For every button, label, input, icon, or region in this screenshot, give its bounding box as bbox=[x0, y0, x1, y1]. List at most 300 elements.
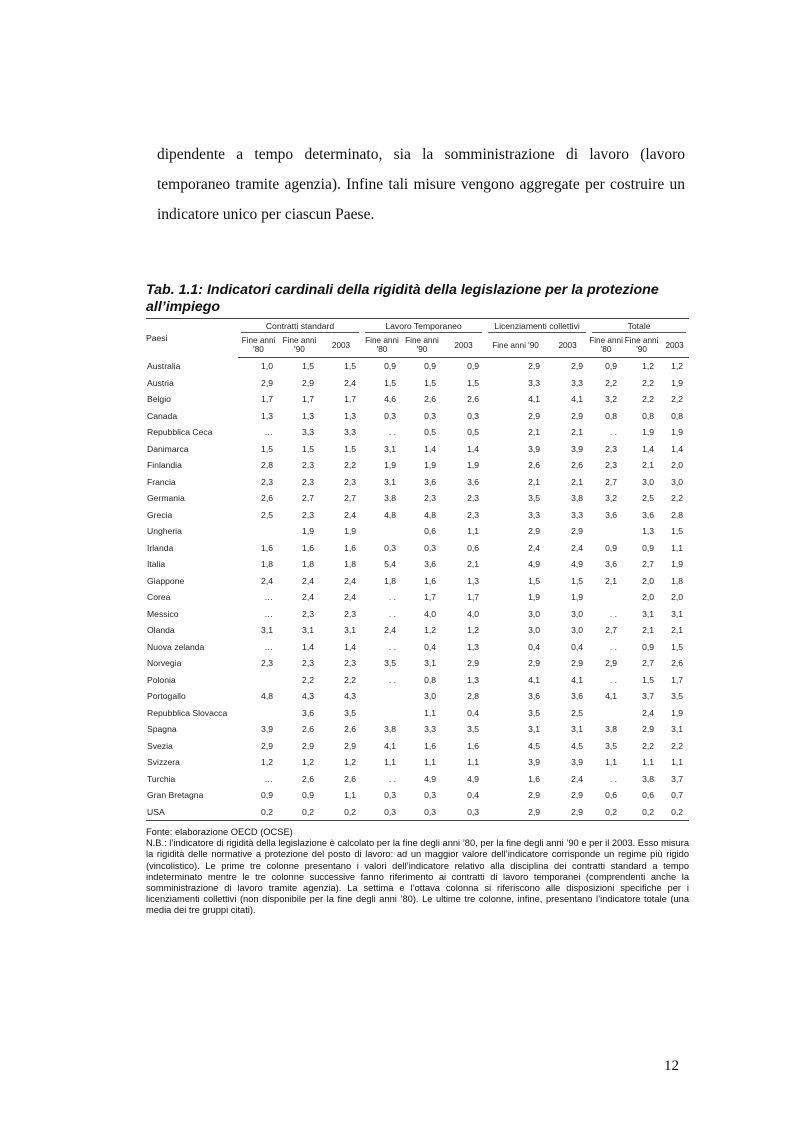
value-cell: 1,4 bbox=[671, 443, 684, 454]
value-cell: 0,8 bbox=[424, 674, 437, 685]
value-cell: 4,9 bbox=[528, 559, 541, 570]
value-cell: 4,8 bbox=[384, 509, 397, 520]
value-cell: 4,6 bbox=[384, 394, 397, 405]
table-body bbox=[146, 358, 689, 821]
value-cell: 1,6 bbox=[467, 740, 480, 751]
value-cell: 2,3 bbox=[302, 608, 314, 619]
table-row bbox=[146, 391, 689, 408]
value-cell: . . bbox=[388, 608, 397, 619]
table-row bbox=[146, 573, 689, 590]
value-cell: 3,5 bbox=[528, 493, 541, 504]
value-cell: 1,3 bbox=[467, 641, 480, 652]
value-cell: 1,7 bbox=[424, 592, 437, 603]
value-cell: 3,1 bbox=[424, 658, 437, 669]
value-cell: 2,6 bbox=[528, 460, 541, 471]
value-cell: 1,4 bbox=[344, 641, 357, 652]
value-cell: 1,9 bbox=[424, 460, 437, 471]
country-cell: Svezia bbox=[147, 740, 173, 751]
value-cell: 1,4 bbox=[424, 443, 437, 454]
table-row bbox=[146, 754, 689, 771]
column-subheader: Fine anni '90 bbox=[485, 333, 546, 358]
value-cell: 1,6 bbox=[424, 740, 437, 751]
value-cell: 3,3 bbox=[528, 509, 541, 520]
value-cell: 3,6 bbox=[528, 691, 541, 702]
value-cell: 2,0 bbox=[642, 575, 655, 586]
value-cell: 0,9 bbox=[642, 542, 655, 553]
country-cell: Portogallo bbox=[147, 691, 186, 702]
value-cell: 1,5 bbox=[467, 377, 480, 388]
value-cell: 1,5 bbox=[671, 526, 684, 537]
table-row bbox=[146, 771, 689, 788]
value-cell: 1,1 bbox=[605, 757, 618, 768]
value-cell: 3,5 bbox=[528, 707, 541, 718]
table-row bbox=[146, 540, 689, 557]
value-cell: 2,4 bbox=[261, 575, 273, 586]
country-cell: Corea bbox=[147, 592, 171, 603]
value-cell: 2,2 bbox=[671, 493, 684, 504]
value-cell: 4,1 bbox=[528, 394, 541, 405]
value-cell: 2,9 bbox=[485, 804, 546, 821]
value-cell: 3,5 bbox=[671, 691, 684, 702]
value-cell: 2,9 bbox=[571, 790, 584, 801]
column-subheader: 2003 bbox=[442, 333, 485, 358]
country-cell: Belgio bbox=[147, 394, 171, 405]
country-cell: Turchia bbox=[147, 773, 176, 784]
country-cell: Grecia bbox=[147, 509, 173, 520]
value-cell: 2,9 bbox=[571, 526, 584, 537]
value-cell: 2,1 bbox=[571, 427, 584, 438]
value-cell: 2,7 bbox=[605, 476, 618, 487]
table-caption: Tab. 1.1: Indicatori cardinali della rigidità della legislazione per la protezione all’impiego bbox=[146, 282, 659, 315]
value-cell: 2,7 bbox=[642, 559, 655, 570]
value-cell: … bbox=[264, 641, 273, 652]
table-row bbox=[146, 705, 689, 722]
value-cell: 4,0 bbox=[424, 608, 437, 619]
value-cell: 2,6 bbox=[424, 394, 437, 405]
value-cell: 2,2 bbox=[671, 740, 684, 751]
epl-indicators-table bbox=[146, 318, 689, 821]
table-row bbox=[146, 490, 689, 507]
value-cell: 0,9 bbox=[424, 361, 437, 372]
value-cell: 1,5 bbox=[642, 674, 655, 685]
table-row bbox=[146, 556, 689, 573]
value-cell: 1,2 bbox=[467, 625, 480, 636]
value-cell: 0,4 bbox=[467, 790, 480, 801]
column-subheader: 2003 bbox=[660, 333, 689, 358]
value-cell: 2,1 bbox=[467, 559, 480, 570]
value-cell bbox=[238, 523, 279, 540]
value-cell: 0,3 bbox=[442, 804, 485, 821]
value-cell: 0,9 bbox=[384, 361, 397, 372]
value-cell: 3,6 bbox=[571, 691, 584, 702]
table-notes bbox=[146, 827, 689, 917]
table-row bbox=[146, 507, 689, 524]
value-cell: 2,4 bbox=[344, 377, 357, 388]
value-cell bbox=[362, 523, 402, 540]
value-cell: 2,3 bbox=[605, 460, 618, 471]
value-cell: 3,8 bbox=[571, 493, 584, 504]
group-header-lavoro-temporaneo: Lavoro Temporaneo bbox=[362, 319, 485, 334]
table-row bbox=[146, 589, 689, 606]
value-cell: 2,3 bbox=[302, 476, 314, 487]
value-cell: 3,1 bbox=[261, 625, 273, 636]
value-cell: 3,6 bbox=[605, 559, 618, 570]
value-cell: 0,9 bbox=[605, 361, 618, 372]
value-cell: 0,6 bbox=[424, 526, 437, 537]
value-cell: 1,6 bbox=[344, 542, 357, 553]
country-cell: Irlanda bbox=[147, 542, 174, 553]
value-cell: 2,4 bbox=[528, 542, 541, 553]
value-cell: 0,2 bbox=[320, 804, 362, 821]
value-cell: 4,0 bbox=[467, 608, 480, 619]
page-number: 12 bbox=[664, 1058, 679, 1074]
value-cell: 2,9 bbox=[546, 804, 589, 821]
value-cell: 1,3 bbox=[261, 410, 273, 421]
column-subheader: Fine anni '90 bbox=[279, 333, 320, 358]
value-cell: 2,7 bbox=[344, 493, 357, 504]
value-cell: 1,1 bbox=[344, 790, 357, 801]
value-cell: 1,3 bbox=[344, 410, 357, 421]
country-cell: Finlandia bbox=[147, 460, 182, 471]
value-cell: 4,8 bbox=[424, 509, 437, 520]
value-cell: … bbox=[264, 773, 273, 784]
value-cell: 2,9 bbox=[571, 410, 584, 421]
body-paragraph: dipendente a tempo determinato, sia la somministrazione di lavoro (lavoro temporaneo tramite agenzia). Infine tali misure vengono aggregate per costruire un indicatore unico per ciascun Paese. bbox=[157, 146, 685, 223]
value-cell: 3,3 bbox=[344, 427, 357, 438]
table-row bbox=[146, 622, 689, 639]
value-cell: . . bbox=[388, 674, 397, 685]
value-cell: 0,2 bbox=[623, 804, 660, 821]
value-cell: 0,9 bbox=[467, 361, 480, 372]
value-cell: 2,4 bbox=[571, 773, 584, 784]
value-cell: 0,7 bbox=[671, 790, 684, 801]
value-cell: 2,2 bbox=[605, 377, 618, 388]
value-cell: 2,6 bbox=[302, 724, 314, 735]
value-cell: 1,7 bbox=[344, 394, 357, 405]
value-cell: 4,5 bbox=[571, 740, 584, 751]
value-cell: 0,3 bbox=[384, 790, 397, 801]
value-cell: 4,5 bbox=[528, 740, 541, 751]
value-cell: 1,7 bbox=[302, 394, 314, 405]
value-cell: 1,6 bbox=[528, 773, 541, 784]
value-cell: 0,3 bbox=[362, 804, 402, 821]
value-cell: 2,1 bbox=[528, 476, 541, 487]
value-cell: 2,9 bbox=[528, 790, 541, 801]
value-cell: 1,5 bbox=[528, 575, 541, 586]
value-cell: 3,8 bbox=[605, 724, 618, 735]
value-cell: 4,3 bbox=[344, 691, 357, 702]
value-cell: 0,4 bbox=[424, 641, 437, 652]
table-row bbox=[146, 441, 689, 458]
value-cell: 2,6 bbox=[671, 658, 684, 669]
value-cell: 2,1 bbox=[528, 427, 541, 438]
value-cell: 1,3 bbox=[642, 526, 655, 537]
value-cell: 4,1 bbox=[571, 674, 584, 685]
value-cell: 3,6 bbox=[424, 559, 437, 570]
value-cell: 1,9 bbox=[642, 427, 655, 438]
value-cell: 2,2 bbox=[344, 674, 357, 685]
value-cell: 3,0 bbox=[571, 625, 584, 636]
country-cell: Giappone bbox=[147, 575, 185, 586]
table-row bbox=[146, 523, 689, 540]
value-cell: 2,9 bbox=[528, 526, 541, 537]
value-cell: … bbox=[264, 592, 273, 603]
value-cell: 2,4 bbox=[344, 592, 357, 603]
value-cell: 2,7 bbox=[605, 625, 618, 636]
value-cell: 0,9 bbox=[605, 542, 618, 553]
country-cell: Repubblica Slovacca bbox=[147, 707, 228, 718]
value-cell: 2,6 bbox=[302, 773, 314, 784]
value-cell: 2,3 bbox=[344, 608, 357, 619]
value-cell: 3,3 bbox=[302, 427, 314, 438]
group-header-licenziamenti-collettivi: Licenziamenti collettivi bbox=[485, 319, 589, 334]
country-cell: Norvegia bbox=[147, 658, 182, 669]
column-subheader: Fine anni '80 bbox=[238, 333, 279, 358]
group-header-totale: Totale bbox=[589, 319, 689, 334]
value-cell: 3,0 bbox=[642, 476, 655, 487]
value-cell: 1,1 bbox=[424, 757, 437, 768]
value-cell: 3,8 bbox=[384, 724, 397, 735]
value-cell: 1,7 bbox=[467, 592, 480, 603]
value-cell: 1,2 bbox=[642, 361, 655, 372]
value-cell bbox=[238, 672, 279, 689]
value-cell: 0,9 bbox=[261, 790, 273, 801]
value-cell: 1,2 bbox=[344, 757, 357, 768]
column-subheader: Fine anni '90 bbox=[402, 333, 442, 358]
table-row bbox=[146, 655, 689, 672]
table-row bbox=[146, 408, 689, 425]
value-cell: 1,2 bbox=[424, 625, 437, 636]
value-cell: 2,3 bbox=[261, 658, 273, 669]
value-cell: 2,4 bbox=[302, 575, 314, 586]
value-cell: 2,3 bbox=[302, 658, 314, 669]
value-cell: 3,6 bbox=[302, 707, 314, 718]
table-row bbox=[146, 358, 689, 375]
value-cell: 1,5 bbox=[671, 641, 684, 652]
value-cell: 0,2 bbox=[660, 804, 689, 821]
country-cell: Canada bbox=[147, 410, 178, 421]
value-cell: 2,1 bbox=[571, 476, 584, 487]
value-cell: 4,9 bbox=[467, 773, 480, 784]
country-cell: USA bbox=[146, 804, 238, 821]
value-cell: 3,1 bbox=[384, 443, 397, 454]
value-cell bbox=[238, 705, 279, 722]
value-cell: 0,3 bbox=[384, 410, 397, 421]
value-cell: 1,8 bbox=[384, 575, 397, 586]
value-cell: 0,3 bbox=[384, 542, 397, 553]
value-cell: 1,7 bbox=[261, 394, 273, 405]
value-cell: 1,6 bbox=[424, 575, 437, 586]
value-cell: 3,2 bbox=[605, 493, 618, 504]
country-cell: Ungheria bbox=[147, 526, 182, 537]
value-cell: 3,1 bbox=[344, 625, 357, 636]
country-cell: Australia bbox=[147, 361, 181, 371]
value-cell: … bbox=[264, 608, 273, 619]
value-cell: 1,5 bbox=[344, 361, 357, 372]
value-cell: 2,6 bbox=[344, 724, 357, 735]
value-cell: 3,1 bbox=[671, 608, 684, 619]
value-cell: 3,5 bbox=[605, 740, 618, 751]
value-cell: 3,1 bbox=[302, 625, 314, 636]
table-row bbox=[146, 688, 689, 705]
column-subheader: 2003 bbox=[546, 333, 589, 358]
value-cell: 1,8 bbox=[261, 559, 273, 570]
value-cell: . . bbox=[388, 592, 397, 603]
group-header-contratti-standard: Contratti standard bbox=[238, 319, 362, 334]
table-row bbox=[146, 606, 689, 623]
value-cell: 1,1 bbox=[467, 526, 480, 537]
value-cell: 0,8 bbox=[642, 410, 655, 421]
country-cell: Polonia bbox=[147, 674, 176, 685]
value-cell: 3,7 bbox=[642, 691, 655, 702]
value-cell bbox=[589, 589, 623, 606]
table-row bbox=[146, 738, 689, 755]
value-cell: 3,9 bbox=[571, 757, 584, 768]
value-cell: 2,4 bbox=[571, 542, 584, 553]
value-cell: 0,3 bbox=[424, 410, 437, 421]
value-cell: 2,8 bbox=[261, 460, 273, 471]
value-cell: 3,3 bbox=[571, 377, 584, 388]
column-subheader: 2003 bbox=[320, 333, 362, 358]
column-subheader: Fine anni '80 bbox=[362, 333, 402, 358]
value-cell: 0,3 bbox=[402, 804, 442, 821]
value-cell: 0,4 bbox=[528, 641, 541, 652]
table-row bbox=[146, 721, 689, 738]
country-cell: Germania bbox=[147, 493, 185, 504]
value-cell: 0,4 bbox=[571, 641, 584, 652]
value-cell: 3,5 bbox=[467, 724, 480, 735]
value-cell: 0,2 bbox=[279, 804, 320, 821]
table-row bbox=[146, 804, 689, 821]
value-cell: 3,7 bbox=[671, 773, 684, 784]
value-cell: . . bbox=[388, 641, 397, 652]
country-cell: Austria bbox=[147, 377, 174, 388]
value-cell: 1,1 bbox=[642, 757, 655, 768]
value-cell: 1,9 bbox=[467, 460, 480, 471]
value-cell: 2,4 bbox=[302, 592, 314, 603]
value-cell: 2,9 bbox=[261, 377, 273, 388]
value-cell: 0,2 bbox=[589, 804, 623, 821]
value-cell bbox=[362, 688, 402, 705]
value-cell: 2,4 bbox=[344, 509, 357, 520]
value-cell: 3,9 bbox=[261, 724, 273, 735]
table-row bbox=[146, 672, 689, 689]
value-cell: … bbox=[264, 427, 273, 438]
value-cell: 0,6 bbox=[467, 542, 480, 553]
value-cell: 1,2 bbox=[302, 757, 314, 768]
value-cell: 3,0 bbox=[528, 608, 541, 619]
value-cell: 2,2 bbox=[344, 460, 357, 471]
value-cell: 2,3 bbox=[344, 476, 357, 487]
value-cell: 3,0 bbox=[671, 476, 684, 487]
value-cell: 1,8 bbox=[302, 559, 314, 570]
value-cell: 0,2 bbox=[238, 804, 279, 821]
value-cell: 1,9 bbox=[671, 559, 684, 570]
value-cell: 1,5 bbox=[302, 361, 314, 372]
value-cell: 1,4 bbox=[467, 443, 480, 454]
value-cell: 1,5 bbox=[384, 377, 397, 388]
table-row bbox=[146, 474, 689, 491]
value-cell: 1,8 bbox=[671, 575, 684, 586]
value-cell: 1,3 bbox=[467, 674, 480, 685]
value-cell: 1,9 bbox=[384, 460, 397, 471]
value-cell: 1,5 bbox=[344, 443, 357, 454]
value-cell: . . bbox=[609, 773, 618, 784]
value-cell: 3,8 bbox=[642, 773, 655, 784]
value-cell: 1,1 bbox=[671, 542, 684, 553]
value-cell: 2,9 bbox=[642, 724, 655, 735]
value-cell: . . bbox=[388, 773, 397, 784]
value-cell: 1,4 bbox=[642, 443, 655, 454]
value-cell: 2,9 bbox=[528, 410, 541, 421]
value-cell: 3,9 bbox=[528, 443, 541, 454]
value-cell: 1,4 bbox=[302, 641, 314, 652]
value-cell: 1,6 bbox=[302, 542, 314, 553]
value-cell: 3,0 bbox=[528, 625, 541, 636]
value-cell: 1,9 bbox=[671, 377, 684, 388]
value-cell: 3,9 bbox=[528, 757, 541, 768]
value-cell: 4,9 bbox=[424, 773, 437, 784]
table-row bbox=[146, 457, 689, 474]
value-cell: 1,1 bbox=[671, 757, 684, 768]
value-cell: 2,7 bbox=[302, 493, 314, 504]
value-cell: 0,5 bbox=[424, 427, 437, 438]
table-row bbox=[146, 787, 689, 804]
country-cell: Francia bbox=[147, 476, 176, 487]
value-cell: 2,2 bbox=[642, 740, 655, 751]
value-cell: 2,6 bbox=[467, 394, 480, 405]
value-cell: 2,0 bbox=[671, 592, 684, 603]
value-cell: 4,8 bbox=[261, 691, 273, 702]
value-cell: 2,0 bbox=[671, 460, 684, 471]
value-cell: 2,3 bbox=[302, 509, 314, 520]
table-row bbox=[146, 639, 689, 656]
column-subheader: Fine anni '80 bbox=[589, 333, 623, 358]
value-cell: 0,8 bbox=[671, 410, 684, 421]
value-cell: 2,9 bbox=[344, 740, 357, 751]
value-cell: 2,6 bbox=[261, 493, 273, 504]
value-cell: 1,9 bbox=[302, 526, 314, 537]
value-cell: 2,8 bbox=[671, 509, 684, 520]
value-cell: 2,6 bbox=[344, 773, 357, 784]
value-cell bbox=[362, 705, 402, 722]
value-cell: 1,9 bbox=[528, 592, 541, 603]
value-cell: 0,3 bbox=[467, 410, 480, 421]
value-cell: 2,3 bbox=[467, 509, 480, 520]
value-cell: 4,1 bbox=[605, 691, 618, 702]
value-cell: 3,3 bbox=[571, 509, 584, 520]
value-cell: 3,1 bbox=[384, 476, 397, 487]
value-cell: 2,4 bbox=[344, 575, 357, 586]
value-cell: 2,9 bbox=[467, 658, 480, 669]
country-cell: Spagna bbox=[147, 724, 177, 735]
value-cell: 1,2 bbox=[671, 361, 684, 372]
value-cell: 3,0 bbox=[571, 608, 584, 619]
value-cell: 2,9 bbox=[302, 740, 314, 751]
value-cell bbox=[589, 523, 623, 540]
source-note: Fonte: elaborazione OECD (OCSE) bbox=[146, 827, 293, 837]
value-cell: 3,6 bbox=[467, 476, 480, 487]
country-cell: Messico bbox=[147, 608, 179, 619]
value-cell: 3,5 bbox=[384, 658, 397, 669]
value-cell: 4,1 bbox=[571, 394, 584, 405]
value-cell: 2,8 bbox=[467, 691, 480, 702]
country-cell: Olanda bbox=[147, 625, 175, 636]
column-header-paesi: Paesi bbox=[146, 333, 168, 344]
value-cell: 4,9 bbox=[571, 559, 584, 570]
value-cell: 2,9 bbox=[261, 740, 273, 751]
value-cell: 1,6 bbox=[261, 542, 273, 553]
